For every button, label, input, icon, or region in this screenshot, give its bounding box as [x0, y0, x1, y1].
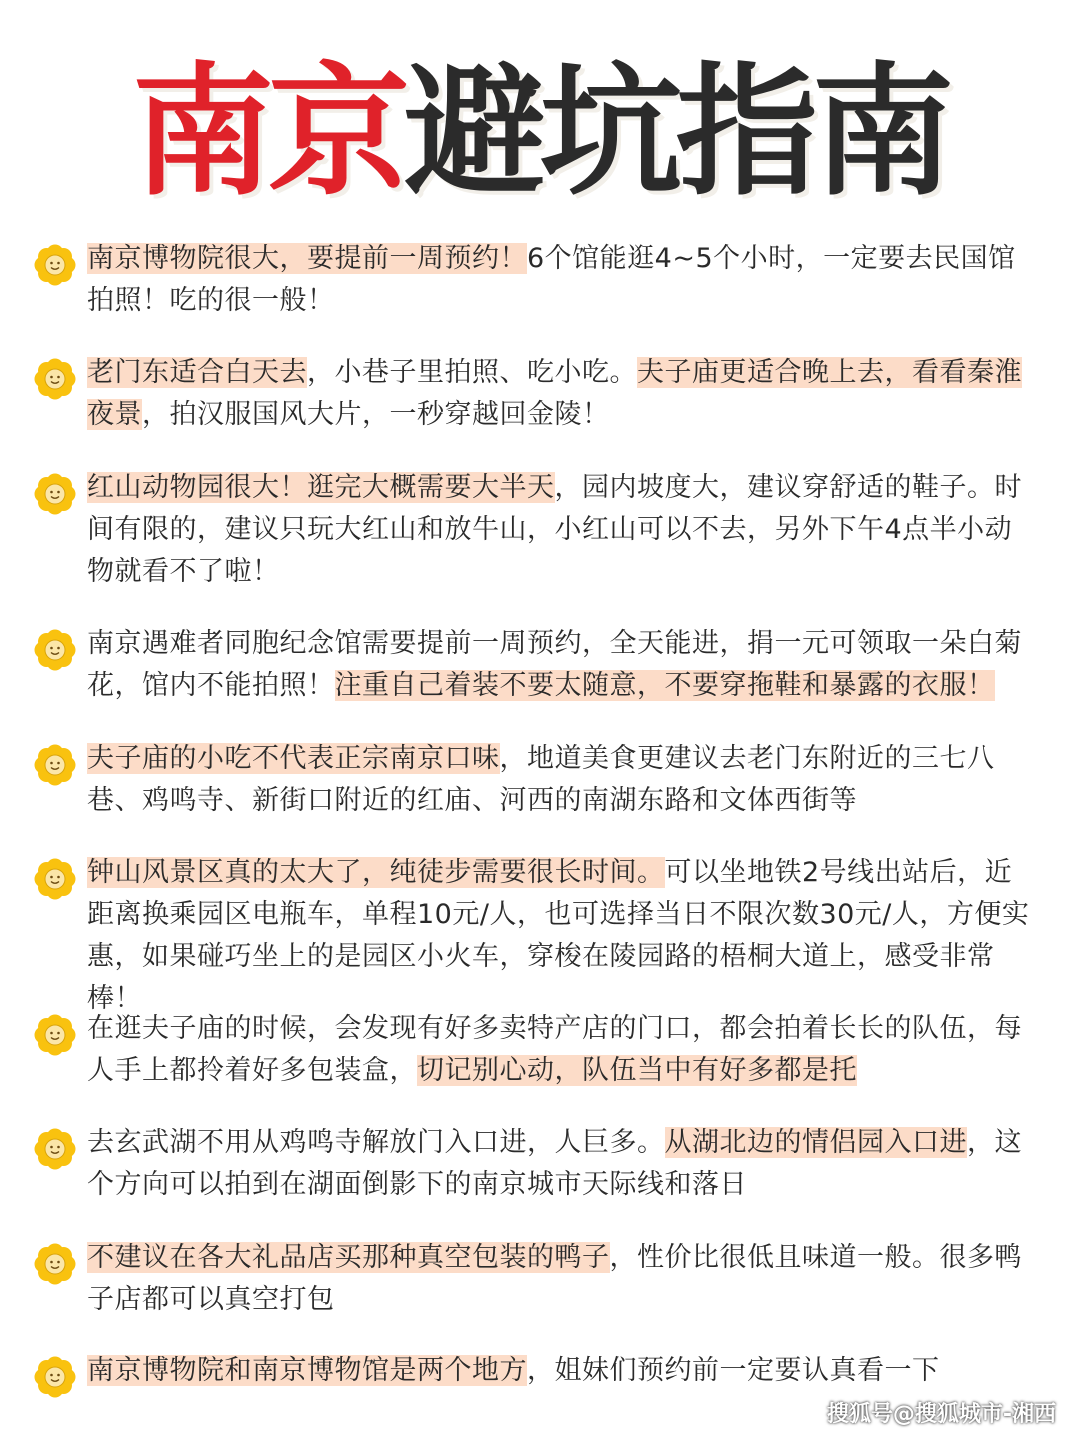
tip-segment: 南京遇难者同胞纪念馆需要提前一周预约，全天能进，捐一元可领取一朵白菊花，馆内不能拍照！ — [87, 628, 1022, 701]
tip-text — [87, 1122, 1037, 1206]
tip-text — [87, 1350, 1037, 1392]
tip-highlight: 红山动物园很大！逛完大概需要大半天 — [87, 472, 555, 503]
flower-icon — [32, 1012, 78, 1058]
tip-segment: ，拍汉服国风大片，一秒穿越回金陵！ — [142, 399, 610, 430]
flower-icon — [32, 356, 78, 402]
tip-segment: ，性价比很低且味道一般。很多鸭子店都可以真空打包 — [87, 1242, 1022, 1315]
tip-highlight: 夫子庙的小吃不代表正宗南京口味 — [87, 743, 500, 774]
tip-segment: 去玄武湖不用从鸡鸣寺解放门入口进，人巨多。 — [87, 1127, 665, 1158]
tip-text — [87, 238, 1037, 322]
tip-text — [87, 1237, 1037, 1321]
tip-highlight: 钟山风景区真的太大了，纯徒步需要很长时间。 — [87, 857, 665, 888]
title-dark-part: 避坑指南 — [404, 50, 948, 215]
flower-icon — [32, 1354, 78, 1400]
flower-icon — [32, 242, 78, 288]
tip-highlight: 不建议在各大礼品店买那种真空包装的鸭子 — [87, 1242, 610, 1273]
tip-text — [87, 1008, 1037, 1092]
tip-text — [87, 852, 1037, 1020]
tip-text — [87, 467, 1037, 593]
tip-segment: 6个馆能逛4~5个小时，一定要去民国馆拍照！吃的很一般！ — [87, 243, 1016, 316]
flower-icon — [32, 742, 78, 788]
tip-segment: 可以坐地铁2号线出站后，近距离换乘园区电瓶车，单程10元/人，也可选择当日不限次数30元/人，方便实惠，如果碰巧坐上的是园区小火车，穿梭在陵园路的梧桐大道上，感受非常棒！ — [87, 857, 1030, 1014]
flower-icon — [32, 627, 78, 673]
tip-segment: ，地道美食更建议去老门东附近的三七八巷、鸡鸣寺、新街口附近的红庙、河西的南湖东路和文体西街等 — [87, 743, 995, 816]
tip-highlight: 老门东适合白天去 — [87, 357, 307, 388]
title-red-part: 南京 — [132, 50, 404, 215]
flower-icon — [32, 1126, 78, 1172]
tip-segment: ，姐妹们预约前一定要认真看一下 — [527, 1355, 940, 1386]
tip-highlight: 注重自己着装不要太随意，不要穿拖鞋和暴露的衣服！ — [334, 670, 995, 701]
tip-highlight: 从湖北边的情侣园入口进 — [664, 1127, 967, 1158]
tip-highlight: 切记别心动，队伍当中有好多都是托 — [417, 1055, 857, 1086]
tip-segment: ，小巷子里拍照、吃小吃。 — [307, 357, 637, 388]
tip-text — [87, 352, 1037, 436]
tip-segment: ，这个方向可以拍到在湖面倒影下的南京城市天际线和落日 — [87, 1127, 1022, 1200]
flower-icon — [32, 856, 78, 902]
tip-segment: 在逛夫子庙的时候，会发现有好多卖特产店的门口，都会拍着长长的队伍，每人手上都拎着好多包装盒， — [87, 1013, 1022, 1086]
watermark: 搜狐号@搜狐城市-湘西 — [826, 1402, 1056, 1427]
tip-segment: ，园内坡度大，建议穿舒适的鞋子。时间有限的，建议只玩大红山和放牛山，小红山可以不去，另外下午4点半小动物就看不了啦！ — [87, 472, 1022, 587]
tip-text — [87, 623, 1037, 707]
page-title — [0, 50, 1080, 215]
flower-icon — [32, 1241, 78, 1287]
tip-text — [87, 738, 1037, 822]
flower-icon — [32, 471, 78, 517]
tip-highlight: 夫子庙更适合晚上去，看看秦淮夜景 — [87, 357, 1022, 430]
tip-highlight: 南京博物院很大，要提前一周预约！ — [87, 243, 527, 274]
tip-highlight: 南京博物院和南京博物馆是两个地方 — [87, 1355, 527, 1386]
